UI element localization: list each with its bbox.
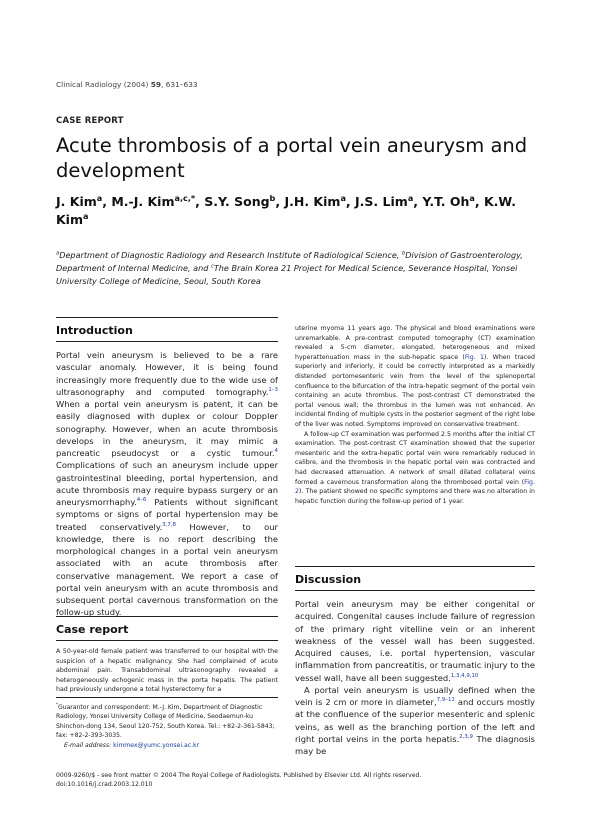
journal-pages: , 631–633 xyxy=(161,80,198,89)
citation-ref: 4 xyxy=(274,448,278,455)
journal-citation xyxy=(56,80,198,89)
author-affiliation-mark: a xyxy=(96,192,103,203)
affiliation-mark: a xyxy=(56,250,60,257)
section-rule xyxy=(295,590,535,591)
text-run: Portal vein aneurysm may be either congenital or acquired. Congenital causes include failure of regression of the primary right vitelline vein or an inherent weakness of the vessel wall has been suggested. Acquired causes, i.e. portal hypertension, vascular inflammation from pancreatitis, or traumatic injury to the vessel wall, have all been suggested. xyxy=(295,599,535,683)
footnote-rule xyxy=(56,697,278,698)
figure-link[interactable]: Fig. 1 xyxy=(464,353,484,361)
discussion-text xyxy=(295,598,535,757)
email-link[interactable]: kimmex@yumc.yonsei.ac.kr xyxy=(113,741,200,749)
introduction-text xyxy=(56,349,278,619)
section-rule xyxy=(56,616,278,617)
discussion-heading: Discussion xyxy=(295,573,362,586)
case-report-text-left: A 50-year-old female patient was transferred to our hospital with the suspicion of a hepatic malignancy. She had complained of acute abdominal pain. Transabdominal ultrasonography revealed a heterogeneously echogenic mass in the porta hepatis. The patient had previously undergone a total hysterectomy for a xyxy=(56,648,278,694)
author-name: J.H. Kim xyxy=(284,194,341,209)
text-run: ). The patient showed no specific symptoms and there was no alteration in hepatic function during the follow-up period of 1 year. xyxy=(295,488,535,505)
affiliation-mark: b xyxy=(401,250,406,257)
author-affiliation-mark: a xyxy=(83,210,89,221)
author-affiliation-mark: a xyxy=(407,192,414,203)
article-type: CASE REPORT xyxy=(56,116,124,126)
affiliation-mark: c xyxy=(210,263,214,270)
section-rule xyxy=(56,317,278,318)
text-run: When a portal vein aneurysm is patent, it can be easily diagnosed with duplex or colour Doppler sonography. However, when an acute thrombosis develops in the aneurysm, it may mimic a pancreatic pseudocyst or a cystic tumour. xyxy=(56,399,278,458)
text-run: A follow-up CT examination was performed 2.5 months after the initial CT examination. The post-contrast CT examination showed that the superior mesenteric and the extra-hepatic portal vein were remarkably reduced in calibre, and the thrombosis in the hepatic portal vein was contracted and had decreased attenuation. A network of small dilated collateral veins formed a cavernous transformation along the thrombosed portal vein ( xyxy=(295,430,535,486)
figure-link[interactable]: Fig. 2 xyxy=(295,478,535,496)
text-run: However, to our knowledge, there is no report describing the morphological changes in a portal vein aneurysm associated with an acute thrombosis after conservative management. We report a case of portal vein aneurysm with an acute thrombosis and subsequent portal cavernous transformation on the follow-up study. xyxy=(56,521,278,618)
email-label: E-mail address: xyxy=(64,741,112,749)
section-rule xyxy=(295,566,535,567)
author-affiliation-mark: a xyxy=(340,192,346,203)
citation-ref: 2,3,9 xyxy=(459,733,473,740)
text-run: Complications of such an aneurysm include upper gastrointestinal bleeding, portal hypertension, and acute thrombosis may require bypass surgery or an aneurysmorrhaphy. xyxy=(56,460,278,507)
text-run: Portal vein aneurysm is believed to be a rare vascular anomaly. However, it is being found increasingly more frequently due to the wide use of ultrasonography and computed tomography. xyxy=(56,350,278,397)
author-list: J. Kim$^a$, M.-J. Kim$^{a,c,*}$, S.Y. Song$^b$, J.H. Kim$^a$, J.S. Lim$^a$, Y.T. Oh$^a$, K.W. Kim$^a$ xyxy=(56,192,516,227)
text-run: uterine myoma 11 years ago. The physical and blood examinations were unremarkable. A pre-contrast computed tomography (CT) examination revealed a 5-cm diameter, elongated, heterogeneous and mixed hyperattenuation mass in the sub-hepatic space ( xyxy=(295,325,535,361)
text-run: Patients without significant symptoms or signs of portal hypertension may be treated conservatively. xyxy=(56,497,278,532)
author-affiliation-mark: b xyxy=(269,192,276,203)
copyright-footer xyxy=(56,771,536,790)
affiliation-text: Department of Diagnostic Radiology and Research Institute of Radiological Science, xyxy=(59,250,402,260)
text-run: A portal vein aneurysm is usually defined when the vein is 2 cm or more in diameter, xyxy=(295,684,535,707)
author-name: Y.T. Oh xyxy=(422,194,470,209)
affiliations xyxy=(56,249,551,288)
affiliation-text: The Brain Korea 21 Project for Medical Science, Severance Hospital, Yonsei University College of Medicine, Seoul, South Korea xyxy=(56,263,518,286)
case-report-text-right xyxy=(295,324,535,506)
author-affiliation-mark: a,c,* xyxy=(174,192,196,203)
journal-name: Clinical Radiology (2004) xyxy=(56,80,149,89)
section-rule xyxy=(56,640,278,641)
text-run: The diagnosis may be xyxy=(295,733,535,756)
discussion-paragraph xyxy=(295,598,535,684)
author-name: M.-J. Kim xyxy=(111,194,175,209)
author-name: J. Kim xyxy=(56,194,97,209)
introduction-heading: Introduction xyxy=(56,324,133,337)
discussion-paragraph xyxy=(295,684,535,758)
citation-ref: 4–6 xyxy=(136,497,147,504)
doi-line: doi:10.1016/j.crad.2003.12.010 xyxy=(56,781,153,789)
text-run: ). When traced superiorly and inferiorly, it could be correctly interpreted as a markedly distended portomesenteric vein from the level of the splenoportal confluence to the bifurcation of the intra-hepatic segment of the portal vein containing an acute thrombus. The post-contrast CT demonstrated the portal venous wall; the thrombus in the lumen was not enhanced. An incidental finding of multiple cysts in the posterior segment of the right lobe of the liver was noted. Symptoms improved on conservative treatment. xyxy=(295,353,535,428)
correspondence-footnote xyxy=(56,703,278,750)
author-name: J.S. Lim xyxy=(355,194,408,209)
case-report-paragraph xyxy=(295,430,535,507)
author-name: S.Y. Song xyxy=(204,194,270,209)
citation-ref: 1,3,4,9,10 xyxy=(450,672,479,679)
footnote-marker: * xyxy=(56,701,58,707)
citation-ref: 7,9–11 xyxy=(436,697,455,704)
case-report-paragraph xyxy=(295,324,535,430)
article-title: Acute thrombosis of a portal vein aneurysm and development xyxy=(56,134,528,182)
text-run: and occurs mostly at the confluence of the superior mesenteric and splenic veins, as well as the branching portion of the left and right portal veins in the porta hepatis. xyxy=(295,697,535,744)
footnote-text: Guarantor and correspondent: M.-J. Kim, Department of Diagnostic Radiology, Yonsei University College of Medicine, Seodaemun-ku Shinchon-dong 134, Seoul 120-752, South Korea. Tel.: +82-2-361-5843; fax: +82-2-393-3035. xyxy=(56,704,275,740)
section-rule xyxy=(56,341,278,342)
copyright-line: 0009-9260/$ - see front matter © 2004 The Royal College of Radiologists. Published by Elsevier Ltd. All rights reserved. xyxy=(56,772,422,779)
affiliation-text: Division of Gastroenterology, Department of Internal Medicine, and xyxy=(56,250,523,273)
citation-ref: 1–3 xyxy=(268,386,278,393)
author-affiliation-mark: a xyxy=(469,192,475,203)
journal-volume: 59 xyxy=(150,80,161,89)
author-name: K.W. Kim xyxy=(56,194,516,227)
citation-ref: 3,7,8 xyxy=(162,521,176,528)
case-report-heading: Case report xyxy=(56,623,129,636)
